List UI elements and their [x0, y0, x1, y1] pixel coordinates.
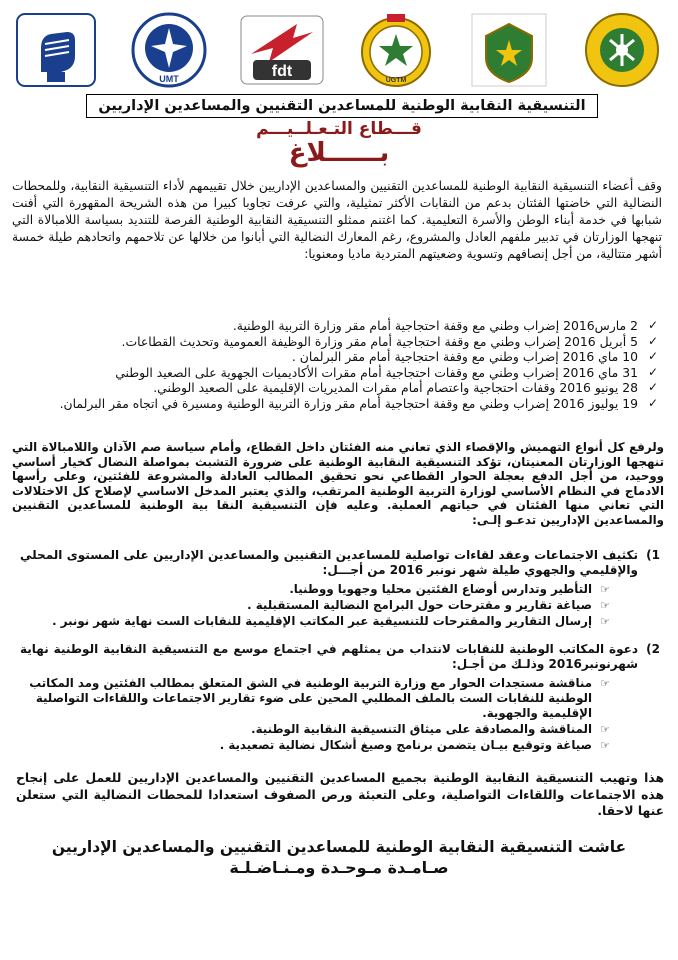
checkmark-icon: ✓: [647, 395, 658, 410]
union-logo-fdt: [234, 8, 330, 92]
list-item: [20, 318, 660, 334]
fdt-logo-icon: [237, 10, 327, 90]
list-item-text: 28 يونيو 2016 وقفات احتجاجية واعتصام أمام مقرات المديريات الإقليمية على الصعيد الوطني.: [153, 380, 638, 396]
point-1: [20, 548, 660, 578]
sub-item: [20, 676, 610, 721]
signature-line-2: صـامـدة مـوحـدة ومـنـاضـلـة: [229, 858, 449, 877]
protest-dates-list: [20, 318, 660, 412]
checkmark-icon: ✓: [647, 318, 658, 332]
sub-item-text: التأطير وتدارس أوضاع الفئتين محليا وجهويا ووطنيا.: [289, 582, 592, 596]
sub-item: [20, 722, 610, 737]
intro-paragraph: وقف أعضاء التنسيقية النقابية الوطنية للمساعدين التقنيين والمساعدين الإداريين خلال تقييمهم لأداء التنسيقية النقابية، وللمحطات النضالية التي خاضتها الفئتان بدعم من النقابات الأكثر تمثيلية، والتي عرفت تجاوبا كبيرا من هذه الشريحة المقهورة التي أفنت شبابها في خدمة أبناء الوطن والأسرة التعليمية. كما اغتنم ممثلو التنسيقية النقابية الوطنية الفرصة للتنديد بسياسة اللامبالاة التي تنهجها الوزارتان في تدبير ملفهم العادل والمشروع، رغم المعارك النضالية التي أبانوا من خلالها عن تلاحمهم واتحادهم طيلة خمسة أشهر متتالية، من أجل إنصافهم وتسوية وضعيتهم المتردية ماديا ومعنويا:: [12, 179, 662, 261]
umt-logo-text: UMT: [159, 74, 179, 84]
hand-pointer-icon: ☞: [600, 723, 610, 736]
list-item-text: 19 يوليوز 2016 إضراب وطني مع وقفة احتجاجية أمام مقر وزارة التربية الوطنية ومسيرة في اتجاه مقر البرلمان.: [59, 395, 638, 411]
circle-emblem-icon: [577, 10, 667, 90]
sector-subtitle: قـــطاع التـعـلــيـــم: [256, 119, 422, 139]
header-title: التنسيقية النقابية الوطنية للمساعدين التقنيين والمساعدين الإداريين: [86, 94, 598, 118]
list-item: [20, 365, 660, 381]
list-item-text: 31 ماي 2016 إضراب وطني مع وقفات احتجاجية أمام مقرات الأكاديميات الجهوية على الصعيد الوطني: [115, 364, 638, 380]
list-item: [20, 349, 660, 365]
sub-item-text: صياغة وتوقيع بيـان يتضمن برنامج وصيغ أشكال نضالية تصعيدية .: [219, 738, 592, 752]
union-logo-ugtm: [348, 8, 444, 92]
union-logo-umt: [121, 8, 217, 92]
list-item: [20, 380, 660, 396]
sub-item-text: إرسال التقارير والمقترحات للتنسيقية عبر المكاتب الإقليمية للنقابات الست نهاية شهر نونبر .: [52, 614, 592, 628]
point-1-text: تكثيف الاجتماعات وعقد لقاءات تواصلية للمساعدين التقنيين والمساعدين الإداريين على المستوى المحلي والإقليمي والجهوي طيلة شهر نونبر 2016 من أجـــل:: [20, 548, 638, 577]
hand-pointer-icon: ☞: [600, 677, 610, 690]
sub-item-text: المناقشة والمصادقة على ميثاق التنسيقية النقابية الوطنية.: [251, 722, 592, 736]
logos-row: [8, 8, 670, 92]
point-2-sublist: [20, 676, 610, 754]
sub-item: [20, 582, 610, 597]
checkmark-icon: ✓: [647, 380, 658, 395]
umt-logo-icon: [124, 10, 214, 90]
closing-paragraph: هذا وتهيب التنسيقية النقابية الوطنية بجميع المساعدين التقنيين والمساعدين الإداريين للعمل على إنجاح هذه الاجتماعات واللقاءات التواصلية، وعلى التعبئة ورص الصفوف استعدادا للمحطات النضالية التي ستعلن عنها لاحقا.: [16, 771, 664, 818]
signature-line-1: عاشت التنسيقية النقابية الوطنية للمساعدين التقنيين والمساعدين الإداريين: [51, 838, 627, 856]
list-item: [20, 334, 660, 350]
union-logo-5: [461, 8, 557, 92]
hand-pointer-icon: ☞: [600, 739, 610, 752]
checkmark-icon: ✓: [647, 349, 658, 364]
checkmark-icon: ✓: [647, 364, 658, 379]
list-item-text: 10 ماي 2016 إضراب وطني مع وقفة احتجاجية أمام مقر البرلمان .: [291, 349, 638, 365]
demands-paragraph: ولرفع كل أنواع التهميش والإقصاء الذي تعاني منه الفئتان داخل القطاع، وأمام سياسة صم الآذان واللامبالاة التي تنهجها الوزارتان المعنيتان، تؤكد التنسيقية النقابية الوطنية على ضرورة التشبث بمواصلة النضال كخيار أساسي ووحيد، من أجل الدفع بعجلة الحوار القطاعي نحو تحقيق المطالب العادلة والمشروعة للفئتين، وعلى رأسها الادماج في النظام الأساسي لوزارة التربية الوطنية المرتقب، والذي يعتبر المدخل الاساسي لإصلاح كل الاختلالات التي تعاني منها الفئتان في حياتهم العملية. وعليه فإن التنسيقية النقا بية الوطنية للمساعدين التقنيين والمساعدين الإداريين تدعـو إلـى:: [12, 440, 664, 527]
sub-item: [20, 598, 610, 613]
point-1-sublist: [20, 582, 610, 630]
point-2: [20, 642, 660, 672]
sub-item-text: صياغة تقارير و مقترحات حول البرامج النضالية المستقبلية .: [247, 598, 592, 612]
point-2-number: 2): [646, 642, 660, 656]
list-item-text: 5 أبريل 2016 إضراب وطني مع وقفة احتجاجية أمام مقر وزارة الوظيفة العمومية وتحديث القطاعات.: [121, 333, 638, 349]
hand-pointer-icon: ☞: [600, 583, 610, 596]
emblem-icon: [464, 10, 554, 90]
hand-pointer-icon: ☞: [600, 599, 610, 612]
sub-item: [20, 738, 610, 753]
point-2-text: دعوة المكاتب الوطنية للنقابات لانتداب من يمثلهم في اجتماع موسع مع التنسيقية النقابية الوطنية نهاية شهرنونبر2016 وذلـك من أجـل:: [20, 642, 638, 671]
point-1-number: 1): [646, 548, 660, 562]
checkmark-icon: ✓: [647, 333, 658, 348]
list-item-text: 2 مارس2016 إضراب وطني مع وقفة احتجاجية أمام مقر وزارة التربية الوطنية.: [232, 318, 638, 333]
union-logo-1: [8, 8, 104, 92]
sub-item: [20, 614, 610, 629]
hand-pointer-icon: ☞: [600, 615, 610, 628]
fdt-logo-text: fdt: [272, 63, 293, 80]
ugtm-logo-text: UGTM: [385, 77, 406, 84]
list-item: [20, 396, 660, 412]
document-title: بــــــلاغ: [288, 138, 390, 168]
union-logo-6: [574, 8, 670, 92]
fist-icon: [11, 10, 101, 90]
sub-item-text: مناقشة مستجدات الحوار مع وزارة التربية الوطنية في الشق المتعلق بمطالب الفئتين ومد المكاتب الوطنية للنقابات الست بالملف المطلبي المحين على ضوء تقارير الاجتماعات واللقاءات التواصلية الإقليمية والجهوية.: [29, 676, 592, 720]
ugtm-logo-icon: [351, 10, 441, 90]
